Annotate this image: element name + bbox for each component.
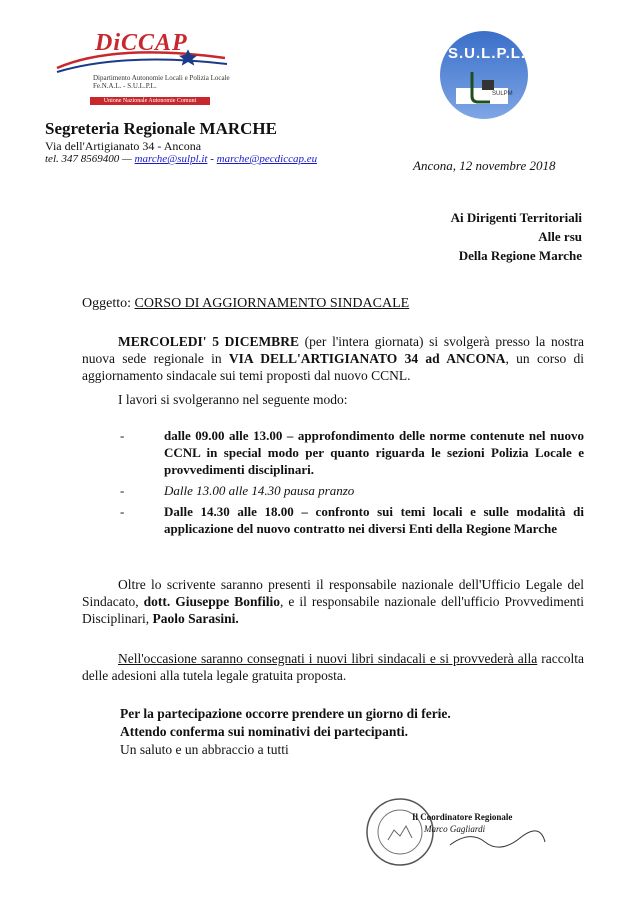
- list-item: [120, 427, 584, 478]
- speakers-text-2: , e il responsabile nazionale dell'ufficio Provvedimenti Disciplinari,: [82, 594, 584, 626]
- letter-date: Ancona, 12 novembre 2018: [413, 158, 556, 173]
- bullet-dash: -: [120, 483, 125, 498]
- diccap-subtitle: Dipartimento Autonomie Locali e Polizia Locale Fe.N.A.L. - S.U.L.P.L.: [93, 74, 230, 90]
- closing-line-2: Attendo conferma sui nominativi dei partecipanti.: [120, 724, 408, 739]
- program-item-text: Dalle 13.00 alle 14.30 pausa pranzo: [164, 483, 355, 498]
- event-place: VIA DELL'ARTIGIANATO 34 ad ANCONA: [228, 351, 506, 366]
- intro-paragraph: [82, 333, 584, 384]
- email-separator: -: [210, 153, 214, 165]
- signature-role: Il Coordinatore Regionale: [412, 812, 513, 822]
- books-text-rest: raccolta delle adesioni alla tutela legale gratuita proposta.: [82, 651, 584, 683]
- signature-stamp: [360, 790, 560, 870]
- subject-line: [82, 296, 409, 312]
- speakers-paragraph: [82, 576, 584, 627]
- diccap-logo: [55, 30, 230, 110]
- program-list: [120, 427, 584, 541]
- diccap-brand: DiCCAP: [95, 30, 188, 56]
- intro-text-2: , un corso di aggiornamento sindacale sui temi proposti dal nuovo CCNL.: [82, 351, 584, 383]
- program-intro: I lavori si svolgeranno nel seguente modo:: [118, 392, 348, 407]
- recipient-line: Della Regione Marche: [458, 248, 582, 263]
- bullet-dash: -: [120, 428, 125, 443]
- books-text-underlined: Nell'occasione saranno consegnati i nuovi libri sindacali e si provvederà alla: [118, 651, 538, 666]
- program-item-text: dalle 09.00 alle 13.00 – approfondimento delle norme contenute nel nuovo CCNL in special modo per quanto riguarda le sezioni Polizia Locale e provvedimenti disciplinari.: [164, 428, 584, 477]
- recipients-block: [451, 208, 582, 265]
- sulpl-text: S.U.L.P.L.: [448, 45, 527, 62]
- program-item-text: Dalle 14.30 alle 18.00 – confronto sui temi locali e sulle modalità di applicazione del nuovo contratto nei diversi Enti della Regione Marche: [164, 504, 584, 536]
- sulpl-emblem-icon: [434, 30, 534, 120]
- recipient-line: Alle rsu: [538, 229, 582, 244]
- closing-block: [120, 705, 451, 759]
- phone-number: tel. 347 8569400 —: [45, 153, 132, 165]
- diccap-red-bar: Unione Nazionale Autonomie Comuni: [90, 97, 210, 105]
- closing-line-1: Per la partecipazione occorre prendere un giorno di ferie.: [120, 706, 451, 721]
- intro-text-1: (per l'intera giornata) si svolgerà presso la nostra nuova sede regionale in: [82, 334, 585, 366]
- speaker-name-2: Paolo Sarasini.: [152, 611, 239, 626]
- signature-name: Marco Gagliardi: [424, 824, 486, 834]
- event-day: MERCOLEDI' 5 DICEMBRE: [118, 334, 299, 349]
- email-link-sulpl[interactable]: marche@sulpl.it: [134, 153, 208, 165]
- recipient-line: Ai Dirigenti Territoriali: [450, 210, 582, 225]
- office-title: Segreteria Regionale MARCHE: [45, 119, 277, 138]
- closing-line-3: Un saluto e un abbraccio a tutti: [120, 742, 289, 757]
- sulpl-small-text: SULPM: [492, 91, 513, 97]
- sulpl-logo: [434, 30, 534, 120]
- speaker-name-1: dott. Giuseppe Bonfilio: [143, 594, 281, 609]
- office-address: Via dell'Artigianato 34 - Ancona: [45, 139, 202, 153]
- books-paragraph: [82, 650, 584, 684]
- bullet-dash: -: [120, 504, 125, 519]
- subject-label: Oggetto:: [82, 296, 131, 311]
- office-contacts: [45, 153, 317, 165]
- list-item: [120, 482, 584, 499]
- list-item: [120, 503, 584, 537]
- email-link-pec[interactable]: marche@pecdiccap.eu: [216, 153, 318, 165]
- subject-text: CORSO DI AGGIORNAMENTO SINDACALE: [134, 296, 410, 311]
- speakers-text-1: Oltre lo scrivente saranno presenti il responsabile nazionale dell'Ufficio Legale del Sindacato,: [82, 577, 584, 609]
